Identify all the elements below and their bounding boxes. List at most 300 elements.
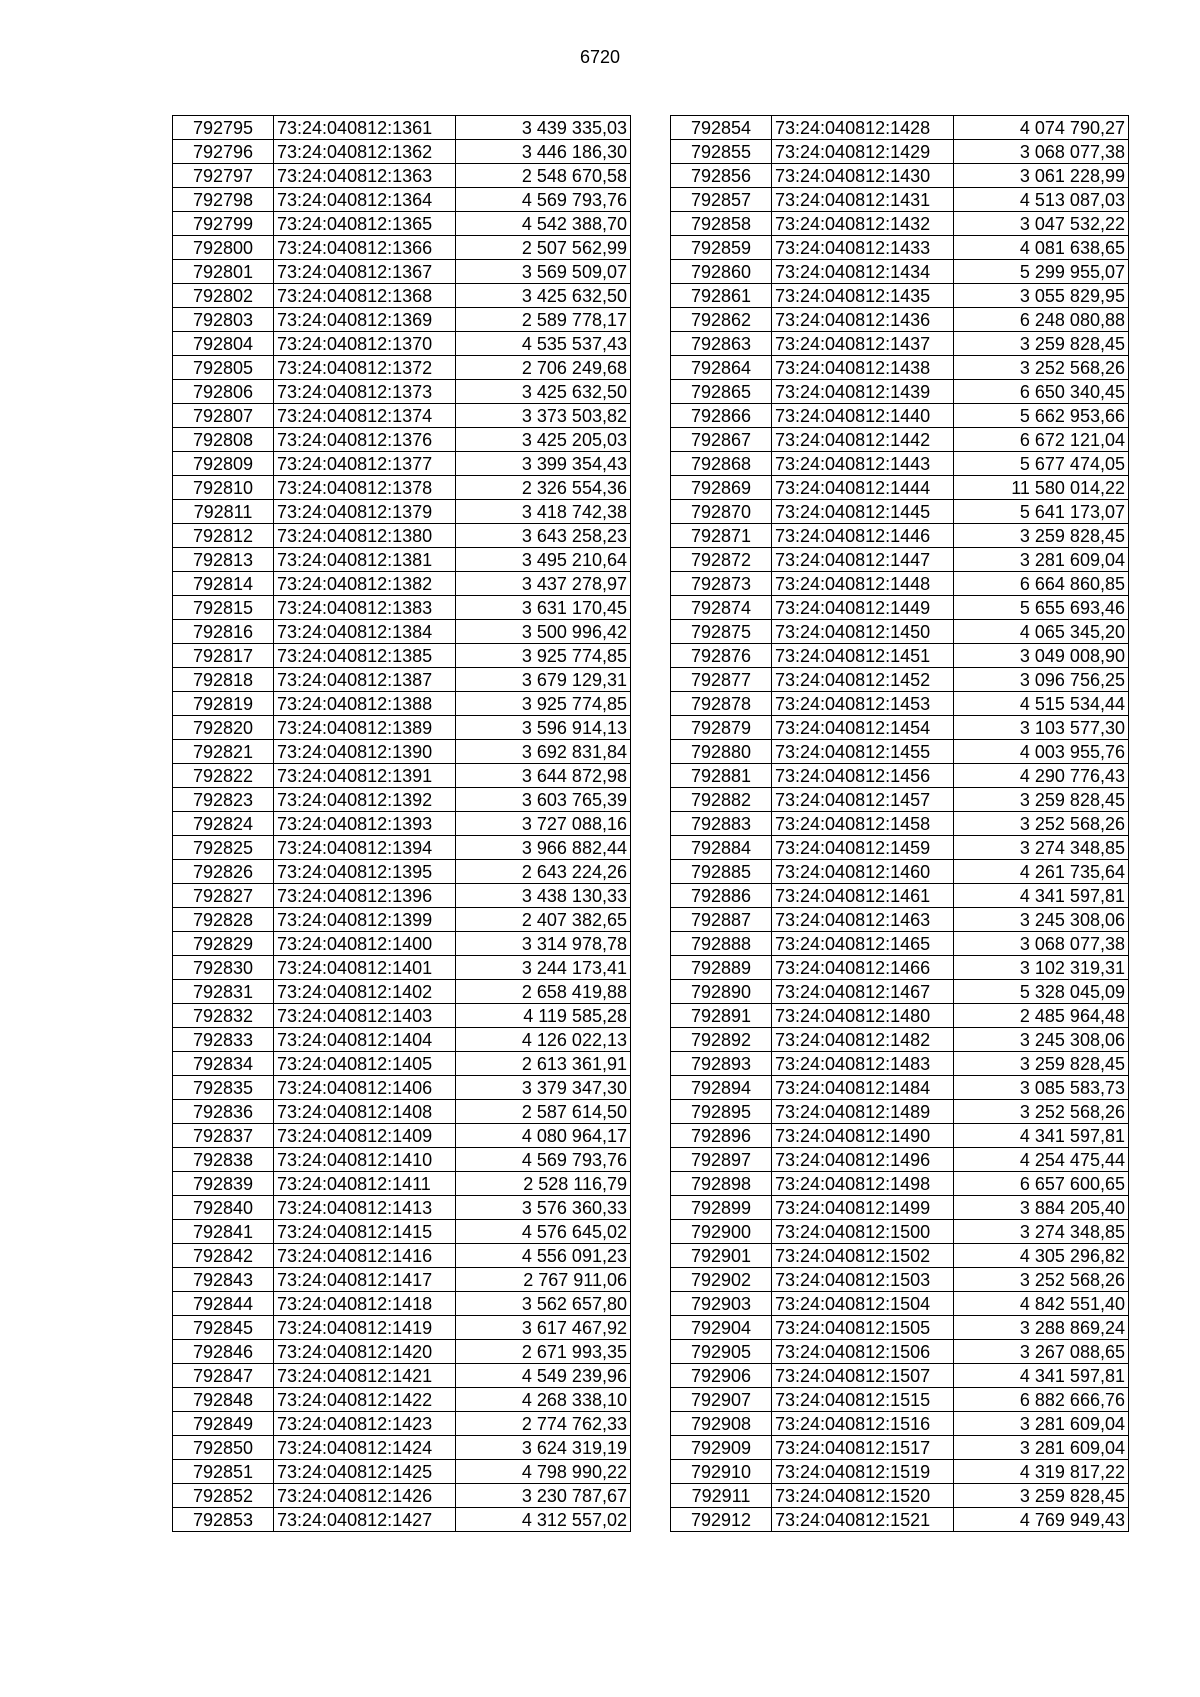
table-row bbox=[173, 788, 631, 812]
value-cell: 6 657 600,65 bbox=[954, 1172, 1129, 1196]
table-row bbox=[173, 188, 631, 212]
parcel-id-cell: 792832 bbox=[173, 1004, 274, 1028]
cadastral-number-cell: 73:24:040812:1396 bbox=[274, 884, 456, 908]
cadastral-number-cell: 73:24:040812:1410 bbox=[274, 1148, 456, 1172]
parcel-id-cell: 792795 bbox=[173, 116, 274, 140]
value-cell: 2 671 993,35 bbox=[456, 1340, 631, 1364]
value-cell: 4 254 475,44 bbox=[954, 1148, 1129, 1172]
value-cell: 5 328 045,09 bbox=[954, 980, 1129, 1004]
value-cell: 4 319 817,22 bbox=[954, 1460, 1129, 1484]
value-cell: 4 080 964,17 bbox=[456, 1124, 631, 1148]
table-row bbox=[173, 572, 631, 596]
value-cell: 4 074 790,27 bbox=[954, 116, 1129, 140]
cadastral-number-cell: 73:24:040812:1521 bbox=[772, 1508, 954, 1532]
value-cell: 2 528 116,79 bbox=[456, 1172, 631, 1196]
parcel-id-cell: 792812 bbox=[173, 524, 274, 548]
cadastral-number-cell: 73:24:040812:1421 bbox=[274, 1364, 456, 1388]
table-row bbox=[671, 1124, 1129, 1148]
table-row bbox=[671, 452, 1129, 476]
parcel-id-cell: 792797 bbox=[173, 164, 274, 188]
value-cell: 3 439 335,03 bbox=[456, 116, 631, 140]
cadastral-number-cell: 73:24:040812:1480 bbox=[772, 1004, 954, 1028]
table-row bbox=[173, 1076, 631, 1100]
cadastral-number-cell: 73:24:040812:1417 bbox=[274, 1268, 456, 1292]
table-row bbox=[173, 380, 631, 404]
parcel-id-cell: 792821 bbox=[173, 740, 274, 764]
value-cell: 3 281 609,04 bbox=[954, 1412, 1129, 1436]
cadastral-number-cell: 73:24:040812:1440 bbox=[772, 404, 954, 428]
table-row bbox=[671, 1292, 1129, 1316]
value-cell: 4 556 091,23 bbox=[456, 1244, 631, 1268]
table-row bbox=[173, 1172, 631, 1196]
table-row bbox=[671, 236, 1129, 260]
cadastral-number-cell: 73:24:040812:1452 bbox=[772, 668, 954, 692]
value-cell: 4 513 087,03 bbox=[954, 188, 1129, 212]
parcel-id-cell: 792866 bbox=[671, 404, 772, 428]
value-cell: 3 314 978,78 bbox=[456, 932, 631, 956]
cadastral-number-cell: 73:24:040812:1520 bbox=[772, 1484, 954, 1508]
table-row bbox=[671, 980, 1129, 1004]
table-row bbox=[173, 764, 631, 788]
cadastral-number-cell: 73:24:040812:1445 bbox=[772, 500, 954, 524]
parcel-id-cell: 792843 bbox=[173, 1268, 274, 1292]
value-cell: 3 049 008,90 bbox=[954, 644, 1129, 668]
table-row bbox=[671, 1148, 1129, 1172]
value-cell: 3 418 742,38 bbox=[456, 500, 631, 524]
parcel-id-cell: 792907 bbox=[671, 1388, 772, 1412]
parcel-id-cell: 792891 bbox=[671, 1004, 772, 1028]
cadastral-number-cell: 73:24:040812:1443 bbox=[772, 452, 954, 476]
table-row bbox=[173, 1460, 631, 1484]
cadastral-number-cell: 73:24:040812:1453 bbox=[772, 692, 954, 716]
cadastral-number-cell: 73:24:040812:1504 bbox=[772, 1292, 954, 1316]
parcel-id-cell: 792801 bbox=[173, 260, 274, 284]
table-row bbox=[173, 1292, 631, 1316]
cadastral-number-cell: 73:24:040812:1448 bbox=[772, 572, 954, 596]
cadastral-number-cell: 73:24:040812:1422 bbox=[274, 1388, 456, 1412]
cadastral-number-cell: 73:24:040812:1507 bbox=[772, 1364, 954, 1388]
parcel-id-cell: 792894 bbox=[671, 1076, 772, 1100]
value-cell: 3 244 173,41 bbox=[456, 956, 631, 980]
table-row bbox=[671, 668, 1129, 692]
value-cell: 3 252 568,26 bbox=[954, 1100, 1129, 1124]
table-row bbox=[173, 668, 631, 692]
table-row bbox=[173, 212, 631, 236]
cadastral-number-cell: 73:24:040812:1395 bbox=[274, 860, 456, 884]
cadastral-number-cell: 73:24:040812:1425 bbox=[274, 1460, 456, 1484]
cadastral-number-cell: 73:24:040812:1515 bbox=[772, 1388, 954, 1412]
value-cell: 4 268 338,10 bbox=[456, 1388, 631, 1412]
parcel-id-cell: 792865 bbox=[671, 380, 772, 404]
parcel-id-cell: 792877 bbox=[671, 668, 772, 692]
cadastral-number-cell: 73:24:040812:1451 bbox=[772, 644, 954, 668]
parcel-id-cell: 792881 bbox=[671, 764, 772, 788]
value-cell: 2 774 762,33 bbox=[456, 1412, 631, 1436]
parcel-id-cell: 792901 bbox=[671, 1244, 772, 1268]
parcel-id-cell: 792825 bbox=[173, 836, 274, 860]
cadastral-number-cell: 73:24:040812:1418 bbox=[274, 1292, 456, 1316]
cadastral-number-cell: 73:24:040812:1415 bbox=[274, 1220, 456, 1244]
parcel-id-cell: 792822 bbox=[173, 764, 274, 788]
value-cell: 5 641 173,07 bbox=[954, 500, 1129, 524]
parcel-id-cell: 792834 bbox=[173, 1052, 274, 1076]
parcel-id-cell: 792814 bbox=[173, 572, 274, 596]
parcel-id-cell: 792869 bbox=[671, 476, 772, 500]
table-row bbox=[173, 1316, 631, 1340]
table-row bbox=[173, 1268, 631, 1292]
value-cell: 2 485 964,48 bbox=[954, 1004, 1129, 1028]
value-cell: 3 288 869,24 bbox=[954, 1316, 1129, 1340]
parcel-id-cell: 792884 bbox=[671, 836, 772, 860]
value-cell: 4 576 645,02 bbox=[456, 1220, 631, 1244]
cadastral-number-cell: 73:24:040812:1431 bbox=[772, 188, 954, 212]
value-cell: 3 259 828,45 bbox=[954, 1052, 1129, 1076]
cadastral-number-cell: 73:24:040812:1450 bbox=[772, 620, 954, 644]
value-cell: 3 727 088,16 bbox=[456, 812, 631, 836]
parcel-id-cell: 792853 bbox=[173, 1508, 274, 1532]
value-cell: 3 281 609,04 bbox=[954, 1436, 1129, 1460]
value-cell: 3 925 774,85 bbox=[456, 644, 631, 668]
parcel-id-cell: 792806 bbox=[173, 380, 274, 404]
parcel-id-cell: 792823 bbox=[173, 788, 274, 812]
value-cell: 3 373 503,82 bbox=[456, 404, 631, 428]
table-row bbox=[173, 1220, 631, 1244]
value-cell: 11 580 014,22 bbox=[954, 476, 1129, 500]
parcel-id-cell: 792898 bbox=[671, 1172, 772, 1196]
value-cell: 4 119 585,28 bbox=[456, 1004, 631, 1028]
value-cell: 4 769 949,43 bbox=[954, 1508, 1129, 1532]
parcel-id-cell: 792811 bbox=[173, 500, 274, 524]
table-row bbox=[173, 452, 631, 476]
value-cell: 4 065 345,20 bbox=[954, 620, 1129, 644]
value-cell: 3 925 774,85 bbox=[456, 692, 631, 716]
parcel-id-cell: 792827 bbox=[173, 884, 274, 908]
parcel-id-cell: 792864 bbox=[671, 356, 772, 380]
table-row bbox=[173, 1436, 631, 1460]
table-row bbox=[671, 1460, 1129, 1484]
table-row bbox=[173, 284, 631, 308]
parcel-id-cell: 792892 bbox=[671, 1028, 772, 1052]
cadastral-number-cell: 73:24:040812:1369 bbox=[274, 308, 456, 332]
value-cell: 4 341 597,81 bbox=[954, 1364, 1129, 1388]
value-cell: 4 515 534,44 bbox=[954, 692, 1129, 716]
table-row bbox=[671, 1340, 1129, 1364]
value-cell: 3 679 129,31 bbox=[456, 668, 631, 692]
parcel-id-cell: 792798 bbox=[173, 188, 274, 212]
table-row bbox=[671, 1412, 1129, 1436]
value-cell: 3 425 205,03 bbox=[456, 428, 631, 452]
cadastral-number-cell: 73:24:040812:1438 bbox=[772, 356, 954, 380]
value-cell: 3 068 077,38 bbox=[954, 932, 1129, 956]
parcel-id-cell: 792886 bbox=[671, 884, 772, 908]
parcel-id-cell: 792802 bbox=[173, 284, 274, 308]
table-row bbox=[671, 644, 1129, 668]
value-cell: 6 650 340,45 bbox=[954, 380, 1129, 404]
value-cell: 5 677 474,05 bbox=[954, 452, 1129, 476]
value-cell: 4 535 537,43 bbox=[456, 332, 631, 356]
value-cell: 3 085 583,73 bbox=[954, 1076, 1129, 1100]
table-row bbox=[671, 212, 1129, 236]
parcel-id-cell: 792810 bbox=[173, 476, 274, 500]
value-cell: 4 842 551,40 bbox=[954, 1292, 1129, 1316]
cadastral-number-cell: 73:24:040812:1405 bbox=[274, 1052, 456, 1076]
value-cell: 3 047 532,22 bbox=[954, 212, 1129, 236]
value-cell: 6 664 860,85 bbox=[954, 572, 1129, 596]
parcel-id-cell: 792883 bbox=[671, 812, 772, 836]
table-row bbox=[173, 1052, 631, 1076]
value-cell: 3 252 568,26 bbox=[954, 812, 1129, 836]
cadastral-number-cell: 73:24:040812:1366 bbox=[274, 236, 456, 260]
parcel-id-cell: 792878 bbox=[671, 692, 772, 716]
cadastral-number-cell: 73:24:040812:1408 bbox=[274, 1100, 456, 1124]
table-row bbox=[671, 1268, 1129, 1292]
table-row bbox=[173, 1004, 631, 1028]
value-cell: 4 261 735,64 bbox=[954, 860, 1129, 884]
cadastral-number-cell: 73:24:040812:1388 bbox=[274, 692, 456, 716]
value-cell: 4 312 557,02 bbox=[456, 1508, 631, 1532]
value-cell: 3 569 509,07 bbox=[456, 260, 631, 284]
cadastral-number-cell: 73:24:040812:1389 bbox=[274, 716, 456, 740]
parcel-id-cell: 792900 bbox=[671, 1220, 772, 1244]
value-cell: 3 603 765,39 bbox=[456, 788, 631, 812]
parcel-id-cell: 792861 bbox=[671, 284, 772, 308]
value-cell: 3 446 186,30 bbox=[456, 140, 631, 164]
table-row bbox=[671, 164, 1129, 188]
parcel-id-cell: 792829 bbox=[173, 932, 274, 956]
cadastral-number-cell: 73:24:040812:1490 bbox=[772, 1124, 954, 1148]
parcel-id-cell: 792805 bbox=[173, 356, 274, 380]
cadastral-number-cell: 73:24:040812:1482 bbox=[772, 1028, 954, 1052]
table-row bbox=[671, 116, 1129, 140]
value-cell: 3 061 228,99 bbox=[954, 164, 1129, 188]
value-cell: 4 569 793,76 bbox=[456, 188, 631, 212]
table-body bbox=[671, 116, 1129, 1532]
cadastral-number-cell: 73:24:040812:1447 bbox=[772, 548, 954, 572]
table-row bbox=[173, 956, 631, 980]
cadastral-number-cell: 73:24:040812:1379 bbox=[274, 500, 456, 524]
parcel-id-cell: 792852 bbox=[173, 1484, 274, 1508]
cadastral-number-cell: 73:24:040812:1449 bbox=[772, 596, 954, 620]
parcel-id-cell: 792840 bbox=[173, 1196, 274, 1220]
cadastral-number-cell: 73:24:040812:1424 bbox=[274, 1436, 456, 1460]
table-row bbox=[173, 812, 631, 836]
cadastral-number-cell: 73:24:040812:1463 bbox=[772, 908, 954, 932]
cadastral-number-cell: 73:24:040812:1391 bbox=[274, 764, 456, 788]
parcel-id-cell: 792847 bbox=[173, 1364, 274, 1388]
parcel-id-cell: 792848 bbox=[173, 1388, 274, 1412]
table-row bbox=[173, 740, 631, 764]
data-table-left bbox=[172, 115, 631, 1532]
value-cell: 2 587 614,50 bbox=[456, 1100, 631, 1124]
table-row bbox=[173, 884, 631, 908]
parcel-id-cell: 792845 bbox=[173, 1316, 274, 1340]
parcel-id-cell: 792888 bbox=[671, 932, 772, 956]
value-cell: 2 643 224,26 bbox=[456, 860, 631, 884]
parcel-id-cell: 792872 bbox=[671, 548, 772, 572]
parcel-id-cell: 792857 bbox=[671, 188, 772, 212]
value-cell: 3 068 077,38 bbox=[954, 140, 1129, 164]
cadastral-number-cell: 73:24:040812:1381 bbox=[274, 548, 456, 572]
table-row bbox=[173, 620, 631, 644]
cadastral-number-cell: 73:24:040812:1484 bbox=[772, 1076, 954, 1100]
cadastral-number-cell: 73:24:040812:1390 bbox=[274, 740, 456, 764]
data-table-right bbox=[670, 115, 1129, 1532]
parcel-id-cell: 792889 bbox=[671, 956, 772, 980]
table-row bbox=[173, 428, 631, 452]
cadastral-number-cell: 73:24:040812:1374 bbox=[274, 404, 456, 428]
parcel-id-cell: 792809 bbox=[173, 452, 274, 476]
table-row bbox=[671, 1100, 1129, 1124]
cadastral-number-cell: 73:24:040812:1377 bbox=[274, 452, 456, 476]
value-cell: 5 655 693,46 bbox=[954, 596, 1129, 620]
parcel-id-cell: 792910 bbox=[671, 1460, 772, 1484]
parcel-id-cell: 792876 bbox=[671, 644, 772, 668]
table-row bbox=[671, 764, 1129, 788]
parcel-id-cell: 792895 bbox=[671, 1100, 772, 1124]
value-cell: 3 617 467,92 bbox=[456, 1316, 631, 1340]
cadastral-number-cell: 73:24:040812:1368 bbox=[274, 284, 456, 308]
parcel-id-cell: 792799 bbox=[173, 212, 274, 236]
value-cell: 6 248 080,88 bbox=[954, 308, 1129, 332]
value-cell: 3 230 787,67 bbox=[456, 1484, 631, 1508]
table-row bbox=[173, 1196, 631, 1220]
table-row bbox=[173, 356, 631, 380]
cadastral-number-cell: 73:24:040812:1506 bbox=[772, 1340, 954, 1364]
cadastral-number-cell: 73:24:040812:1402 bbox=[274, 980, 456, 1004]
table-row bbox=[671, 716, 1129, 740]
value-cell: 6 882 666,76 bbox=[954, 1388, 1129, 1412]
value-cell: 4 798 990,22 bbox=[456, 1460, 631, 1484]
value-cell: 2 407 382,65 bbox=[456, 908, 631, 932]
table-row bbox=[671, 1388, 1129, 1412]
cadastral-number-cell: 73:24:040812:1367 bbox=[274, 260, 456, 284]
table-row bbox=[671, 284, 1129, 308]
cadastral-number-cell: 73:24:040812:1439 bbox=[772, 380, 954, 404]
cadastral-number-cell: 73:24:040812:1465 bbox=[772, 932, 954, 956]
value-cell: 4 126 022,13 bbox=[456, 1028, 631, 1052]
parcel-id-cell: 792800 bbox=[173, 236, 274, 260]
parcel-id-cell: 792837 bbox=[173, 1124, 274, 1148]
cadastral-number-cell: 73:24:040812:1370 bbox=[274, 332, 456, 356]
value-cell: 2 326 554,36 bbox=[456, 476, 631, 500]
value-cell: 6 672 121,04 bbox=[954, 428, 1129, 452]
table-row bbox=[671, 1220, 1129, 1244]
parcel-id-cell: 792873 bbox=[671, 572, 772, 596]
cadastral-number-cell: 73:24:040812:1434 bbox=[772, 260, 954, 284]
cadastral-number-cell: 73:24:040812:1406 bbox=[274, 1076, 456, 1100]
table-row bbox=[173, 260, 631, 284]
value-cell: 4 569 793,76 bbox=[456, 1148, 631, 1172]
cadastral-number-cell: 73:24:040812:1444 bbox=[772, 476, 954, 500]
table-body bbox=[173, 116, 631, 1532]
value-cell: 3 259 828,45 bbox=[954, 332, 1129, 356]
cadastral-number-cell: 73:24:040812:1483 bbox=[772, 1052, 954, 1076]
table-row bbox=[671, 836, 1129, 860]
cadastral-number-cell: 73:24:040812:1423 bbox=[274, 1412, 456, 1436]
value-cell: 3 624 319,19 bbox=[456, 1436, 631, 1460]
cadastral-number-cell: 73:24:040812:1385 bbox=[274, 644, 456, 668]
parcel-id-cell: 792849 bbox=[173, 1412, 274, 1436]
cadastral-number-cell: 73:24:040812:1456 bbox=[772, 764, 954, 788]
table-row bbox=[173, 1388, 631, 1412]
table-row bbox=[173, 1244, 631, 1268]
parcel-id-cell: 792818 bbox=[173, 668, 274, 692]
parcel-id-cell: 792816 bbox=[173, 620, 274, 644]
value-cell: 3 252 568,26 bbox=[954, 1268, 1129, 1292]
parcel-id-cell: 792882 bbox=[671, 788, 772, 812]
cadastral-number-cell: 73:24:040812:1427 bbox=[274, 1508, 456, 1532]
value-cell: 4 081 638,65 bbox=[954, 236, 1129, 260]
parcel-id-cell: 792835 bbox=[173, 1076, 274, 1100]
parcel-id-cell: 792887 bbox=[671, 908, 772, 932]
cadastral-number-cell: 73:24:040812:1458 bbox=[772, 812, 954, 836]
parcel-id-cell: 792868 bbox=[671, 452, 772, 476]
table-row bbox=[173, 860, 631, 884]
parcel-id-cell: 792874 bbox=[671, 596, 772, 620]
parcel-id-cell: 792830 bbox=[173, 956, 274, 980]
parcel-id-cell: 792908 bbox=[671, 1412, 772, 1436]
table-row bbox=[671, 380, 1129, 404]
parcel-id-cell: 792912 bbox=[671, 1508, 772, 1532]
parcel-id-cell: 792855 bbox=[671, 140, 772, 164]
cadastral-number-cell: 73:24:040812:1517 bbox=[772, 1436, 954, 1460]
cadastral-number-cell: 73:24:040812:1426 bbox=[274, 1484, 456, 1508]
value-cell: 4 290 776,43 bbox=[954, 764, 1129, 788]
cadastral-number-cell: 73:24:040812:1503 bbox=[772, 1268, 954, 1292]
value-cell: 4 305 296,82 bbox=[954, 1244, 1129, 1268]
table-row bbox=[671, 1028, 1129, 1052]
cadastral-number-cell: 73:24:040812:1489 bbox=[772, 1100, 954, 1124]
value-cell: 3 643 258,23 bbox=[456, 524, 631, 548]
value-cell: 3 259 828,45 bbox=[954, 788, 1129, 812]
value-cell: 2 548 670,58 bbox=[456, 164, 631, 188]
table-row bbox=[671, 908, 1129, 932]
value-cell: 5 662 953,66 bbox=[954, 404, 1129, 428]
table-row bbox=[671, 1508, 1129, 1532]
value-cell: 3 644 872,98 bbox=[456, 764, 631, 788]
value-cell: 3 596 914,13 bbox=[456, 716, 631, 740]
parcel-id-cell: 792911 bbox=[671, 1484, 772, 1508]
value-cell: 3 102 319,31 bbox=[954, 956, 1129, 980]
table-row bbox=[173, 1508, 631, 1532]
table-row bbox=[173, 476, 631, 500]
table-row bbox=[671, 1004, 1129, 1028]
value-cell: 3 425 632,50 bbox=[456, 380, 631, 404]
cadastral-number-cell: 73:24:040812:1365 bbox=[274, 212, 456, 236]
table-row bbox=[173, 1340, 631, 1364]
cadastral-number-cell: 73:24:040812:1432 bbox=[772, 212, 954, 236]
cadastral-number-cell: 73:24:040812:1378 bbox=[274, 476, 456, 500]
parcel-id-cell: 792870 bbox=[671, 500, 772, 524]
cadastral-number-cell: 73:24:040812:1420 bbox=[274, 1340, 456, 1364]
table-row bbox=[173, 596, 631, 620]
cadastral-number-cell: 73:24:040812:1384 bbox=[274, 620, 456, 644]
parcel-id-cell: 792885 bbox=[671, 860, 772, 884]
parcel-id-cell: 792831 bbox=[173, 980, 274, 1004]
cadastral-number-cell: 73:24:040812:1416 bbox=[274, 1244, 456, 1268]
parcel-id-cell: 792819 bbox=[173, 692, 274, 716]
cadastral-number-cell: 73:24:040812:1454 bbox=[772, 716, 954, 740]
table-row bbox=[671, 404, 1129, 428]
value-cell: 3 379 347,30 bbox=[456, 1076, 631, 1100]
value-cell: 3 500 996,42 bbox=[456, 620, 631, 644]
value-cell: 3 631 170,45 bbox=[456, 596, 631, 620]
cadastral-number-cell: 73:24:040812:1516 bbox=[772, 1412, 954, 1436]
cadastral-number-cell: 73:24:040812:1361 bbox=[274, 116, 456, 140]
value-cell: 3 495 210,64 bbox=[456, 548, 631, 572]
parcel-id-cell: 792850 bbox=[173, 1436, 274, 1460]
parcel-id-cell: 792826 bbox=[173, 860, 274, 884]
